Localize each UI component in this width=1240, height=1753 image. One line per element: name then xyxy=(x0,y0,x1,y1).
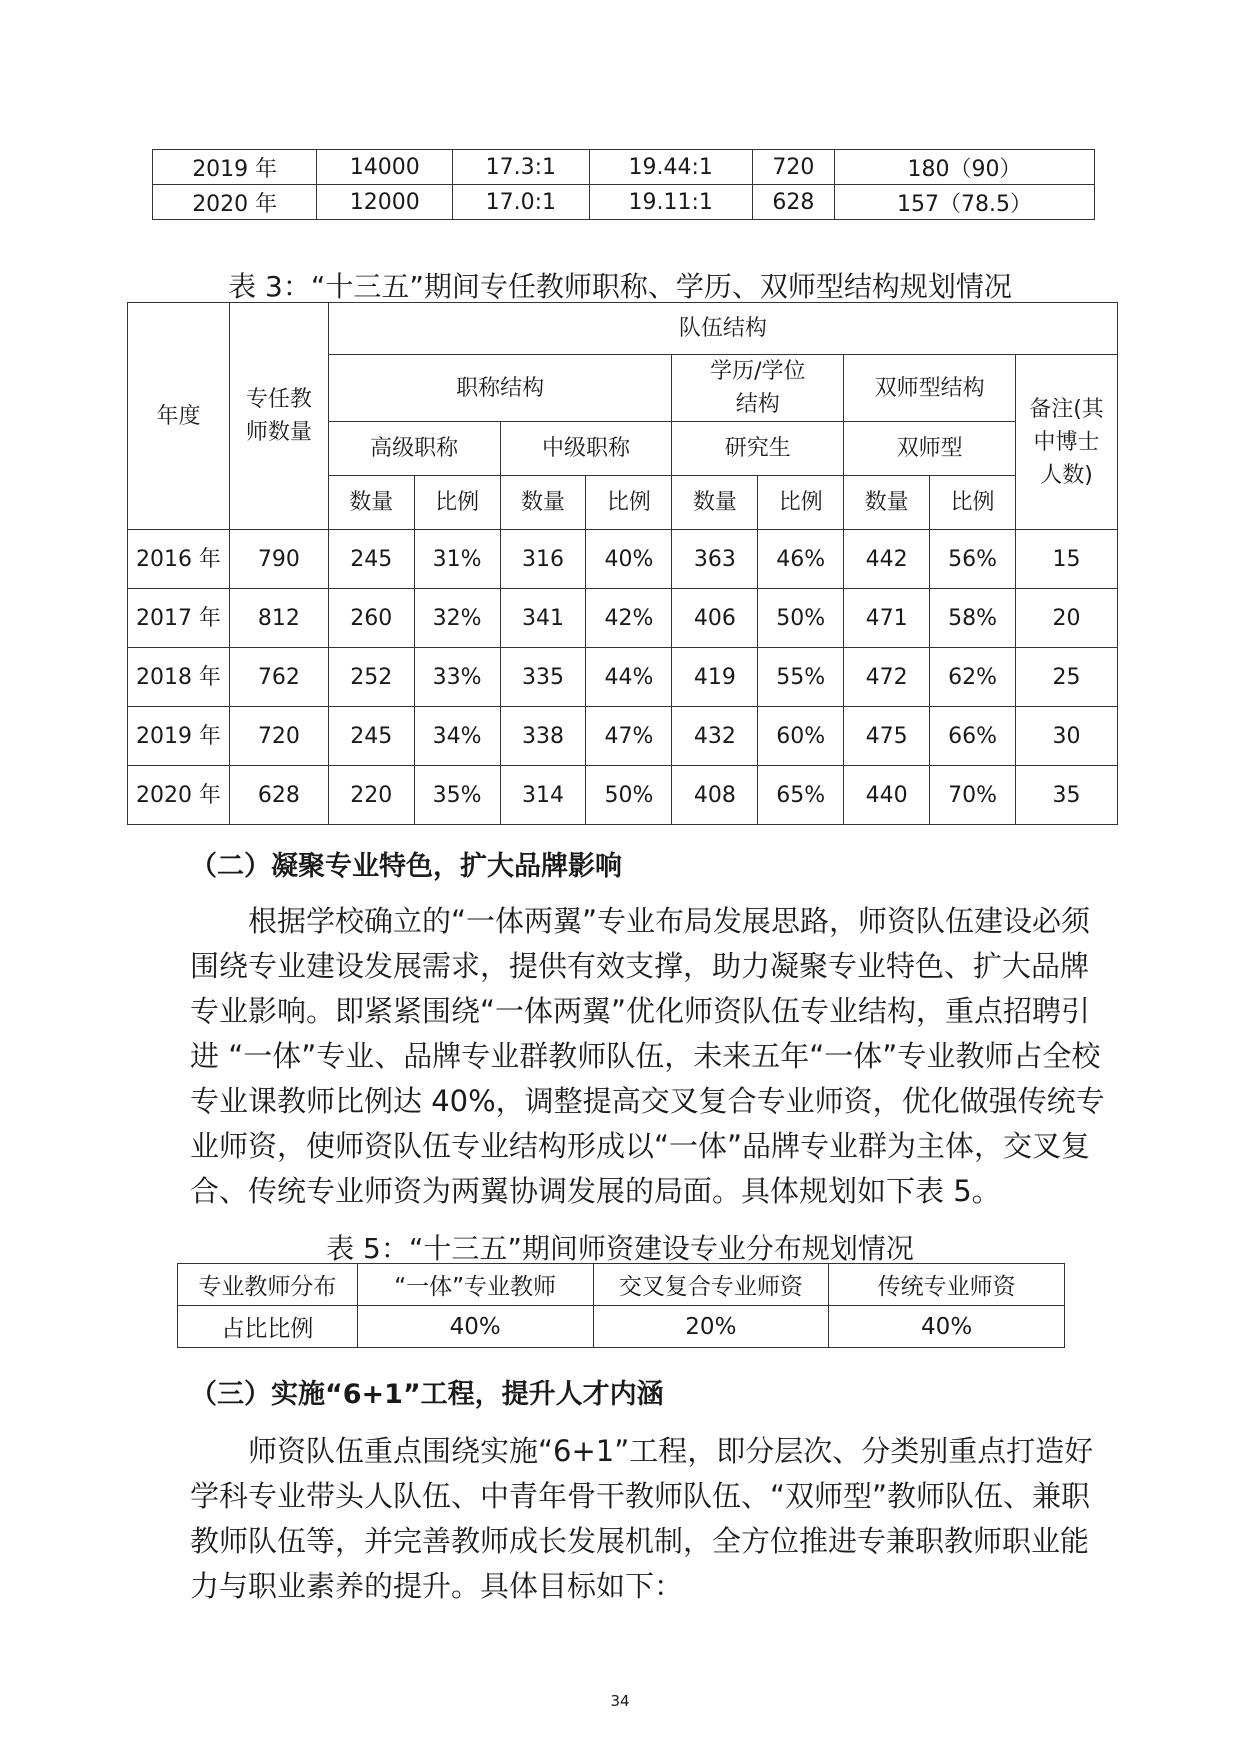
cell-middle-count: 338 xyxy=(500,707,586,766)
cell-total: 762 xyxy=(229,648,328,707)
header-cell: “一体”专业教师 xyxy=(357,1264,593,1306)
table-body xyxy=(178,1264,1065,1348)
cell-year: 2016 年 xyxy=(128,530,230,589)
cell-phd: 25 xyxy=(1016,648,1118,707)
header-remark: 备注(其中博士人数) xyxy=(1016,355,1118,530)
cell-dual-ratio: 66% xyxy=(930,707,1016,766)
table-body xyxy=(128,530,1118,825)
table-cell: 180（90） xyxy=(835,150,1095,185)
table-cell: 19.44:1 xyxy=(589,150,752,185)
table-cell: 14000 xyxy=(317,150,453,185)
cell-dual-count: 440 xyxy=(844,766,930,825)
table-cell: 20% xyxy=(593,1306,829,1348)
table-cell: 占比比例 xyxy=(178,1306,358,1348)
header-ratio: 比例 xyxy=(586,476,672,530)
header-year: 年度 xyxy=(128,303,230,530)
table-cell: 2019 年 xyxy=(153,150,317,185)
header-ratio: 比例 xyxy=(930,476,1016,530)
page-number: 34 xyxy=(610,1692,630,1710)
cell-phd: 30 xyxy=(1016,707,1118,766)
enrollment-table-body xyxy=(153,150,1095,220)
table-cell: 40% xyxy=(357,1306,593,1348)
cell-graduate-count: 432 xyxy=(672,707,758,766)
cell-phd: 20 xyxy=(1016,589,1118,648)
teacher-structure-table xyxy=(127,302,1118,825)
table-row xyxy=(128,707,1118,766)
table-row xyxy=(128,589,1118,648)
table-row xyxy=(128,766,1118,825)
header-middle-title: 中级职称 xyxy=(500,422,672,476)
cell-dual-count: 475 xyxy=(844,707,930,766)
section-paragraph-2: 根据学校确立的“一体两翼”专业布局发展思路，师资队伍建设必须围绕专业建设发展需求，提供有效支撑，助力凝聚专业特色、扩大品牌专业影响。即紧紧围绕“一体两翼”优化师资队伍专业结构，重点招聘引进 “一体”专业、品牌专业群教师队伍，未来五年“一体”专业教师占全校专业课教师比例达 40%，调整提高交叉复合专业师资，优化做强传统专业师资，使师资队伍专业结构形成以“一体”品牌专业群为主体，交叉复合、传统专业师资为两翼协调发展的局面。具体规划如下表 5。 xyxy=(190,904,1105,1208)
cell-dual-ratio: 58% xyxy=(930,589,1016,648)
cell-senior-count: 220 xyxy=(328,766,414,825)
cell-senior-ratio: 31% xyxy=(414,530,500,589)
header-count: 数量 xyxy=(672,476,758,530)
cell-graduate-ratio: 65% xyxy=(758,766,844,825)
cell-senior-ratio: 33% xyxy=(414,648,500,707)
table-row xyxy=(153,185,1095,220)
cell-dual-ratio: 70% xyxy=(930,766,1016,825)
table-row xyxy=(178,1306,1065,1348)
header-count: 数量 xyxy=(328,476,414,530)
header-count: 数量 xyxy=(844,476,930,530)
cell-senior-ratio: 35% xyxy=(414,766,500,825)
cell-graduate-count: 408 xyxy=(672,766,758,825)
header-degree-structure: 学历/学位结构 xyxy=(672,355,844,422)
header-cell: 交叉复合专业师资 xyxy=(593,1264,829,1306)
table3-caption: 表 3：“十三五”期间专任教师职称、学历、双师型结构规划情况 xyxy=(228,270,1012,303)
cell-dual-count: 472 xyxy=(844,648,930,707)
major-distribution-table xyxy=(177,1263,1065,1348)
cell-total: 628 xyxy=(229,766,328,825)
table-cell: 17.0:1 xyxy=(453,185,590,220)
cell-dual-count: 471 xyxy=(844,589,930,648)
cell-senior-count: 252 xyxy=(328,648,414,707)
header-cell: 专业教师分布 xyxy=(178,1264,358,1306)
cell-graduate-ratio: 60% xyxy=(758,707,844,766)
section-heading-2: （二）凝聚专业特色，扩大品牌影响 xyxy=(190,851,622,882)
header-senior-title: 高级职称 xyxy=(328,422,500,476)
cell-middle-ratio: 42% xyxy=(586,589,672,648)
cell-middle-count: 341 xyxy=(500,589,586,648)
table-cell: 628 xyxy=(752,185,834,220)
cell-middle-count: 335 xyxy=(500,648,586,707)
table-header xyxy=(128,303,1118,530)
cell-dual-ratio: 62% xyxy=(930,648,1016,707)
cell-year: 2018 年 xyxy=(128,648,230,707)
cell-graduate-count: 363 xyxy=(672,530,758,589)
cell-senior-ratio: 34% xyxy=(414,707,500,766)
cell-phd: 35 xyxy=(1016,766,1118,825)
cell-middle-ratio: 50% xyxy=(586,766,672,825)
header-count: 数量 xyxy=(500,476,586,530)
cell-middle-count: 314 xyxy=(500,766,586,825)
cell-middle-ratio: 40% xyxy=(586,530,672,589)
header-graduate: 研究生 xyxy=(672,422,844,476)
cell-middle-count: 316 xyxy=(500,530,586,589)
cell-senior-count: 245 xyxy=(328,530,414,589)
cell-senior-ratio: 32% xyxy=(414,589,500,648)
cell-dual-count: 442 xyxy=(844,530,930,589)
cell-graduate-count: 419 xyxy=(672,648,758,707)
table-cell: 17.3:1 xyxy=(453,150,590,185)
cell-senior-count: 245 xyxy=(328,707,414,766)
table5-caption: 表 5：“十三五”期间师资建设专业分布规划情况 xyxy=(326,1232,914,1265)
enrollment-table-continued xyxy=(152,149,1095,220)
table-row xyxy=(178,1264,1065,1306)
header-ratio: 比例 xyxy=(758,476,844,530)
table-cell: 157（78.5） xyxy=(835,185,1095,220)
table-cell: 12000 xyxy=(317,185,453,220)
cell-dual-ratio: 56% xyxy=(930,530,1016,589)
header-dual: 双师型 xyxy=(844,422,1016,476)
table-row xyxy=(153,150,1095,185)
header-ratio: 比例 xyxy=(414,476,500,530)
table-cell: 40% xyxy=(829,1306,1065,1348)
cell-graduate-ratio: 46% xyxy=(758,530,844,589)
cell-graduate-ratio: 55% xyxy=(758,648,844,707)
header-team-structure: 队伍结构 xyxy=(328,303,1117,355)
table-row xyxy=(128,648,1118,707)
cell-senior-count: 260 xyxy=(328,589,414,648)
cell-total: 720 xyxy=(229,707,328,766)
header-dual-structure: 双师型结构 xyxy=(844,355,1016,422)
cell-total: 790 xyxy=(229,530,328,589)
table-cell: 2020 年 xyxy=(153,185,317,220)
cell-total: 812 xyxy=(229,589,328,648)
cell-middle-ratio: 44% xyxy=(586,648,672,707)
table-cell: 19.11:1 xyxy=(589,185,752,220)
section-heading-3: （三）实施“6+1”工程，提升人才内涵 xyxy=(190,1379,664,1410)
cell-year: 2019 年 xyxy=(128,707,230,766)
cell-graduate-ratio: 50% xyxy=(758,589,844,648)
header-title-structure: 职称结构 xyxy=(328,355,672,422)
section-paragraph-3: 师资队伍重点围绕实施“6+1”工程，即分层次、分类别重点打造好学科专业带头人队伍、中青年骨干教师队伍、“双师型”教师队伍、兼职教师队伍等，并完善教师成长发展机制，全方位推进专兼职教师职业能力与职业素养的提升。具体目标如下： xyxy=(190,1434,1094,1603)
cell-phd: 15 xyxy=(1016,530,1118,589)
cell-year: 2017 年 xyxy=(128,589,230,648)
cell-year: 2020 年 xyxy=(128,766,230,825)
header-cell: 传统专业师资 xyxy=(829,1264,1065,1306)
cell-graduate-count: 406 xyxy=(672,589,758,648)
table-cell: 720 xyxy=(752,150,834,185)
header-teacher-count: 专任教师数量 xyxy=(229,303,328,530)
cell-middle-ratio: 47% xyxy=(586,707,672,766)
table-row xyxy=(128,530,1118,589)
